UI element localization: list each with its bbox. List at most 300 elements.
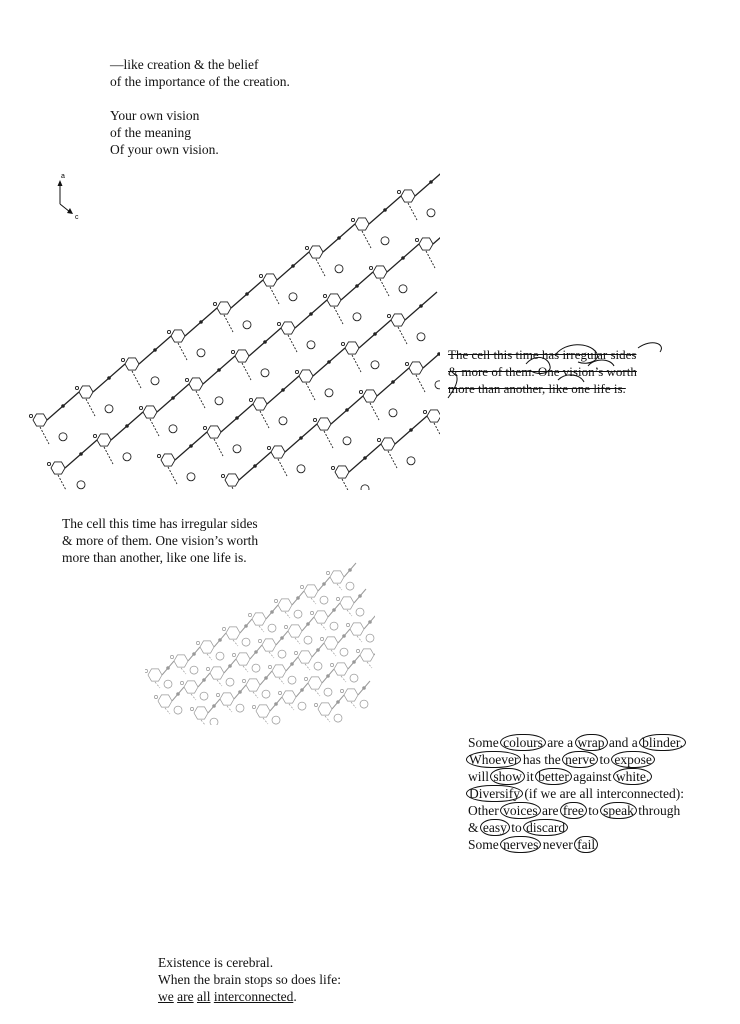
lattice-circle [427,209,435,217]
lattice-circle [215,397,223,405]
lattice-circle [345,408,349,412]
lattice-line [342,479,351,490]
lattice-circle [75,386,78,389]
lattice-circle [320,637,323,640]
lattice-circle [157,454,160,457]
lattice-polygon [252,613,266,625]
lattice-line [433,216,440,244]
struck-through-text [448,346,637,397]
lattice-circle [236,704,244,712]
lattice-circle [197,349,205,357]
lattice-circle [221,474,224,477]
lattice-polygon [344,689,358,701]
lattice-polygon [262,639,276,651]
lattice-circle [268,665,271,668]
lattice-circle [326,571,329,574]
lattice-circle [314,703,317,706]
lattice-circle [405,362,408,365]
lattice-circle [320,596,328,604]
lattice-circle [252,664,260,672]
lattice-circle [407,457,415,465]
lattice-circle [356,608,364,616]
lattice-circle [387,314,390,317]
lattice-circle [249,398,252,401]
lattice-circle [383,208,387,212]
lattice-circle [360,700,368,708]
lattice-line [279,678,284,684]
lattice-circle [153,348,157,352]
lattice-line [305,664,310,670]
lattice-line [168,467,177,484]
lattice-line [150,419,159,436]
lattice-circle [363,456,367,460]
lattice-circle [332,608,336,612]
poem-line-4: Diversify (if we are all interconnected): [468,785,684,802]
lattice-line [311,598,316,604]
lattice-circle [325,389,333,397]
lattice-line [334,307,343,324]
poem-line-2: Whoever has the nerve to expose [468,751,684,768]
lattice-circle [306,622,310,626]
lattice-circle [218,638,222,642]
lattice-line [155,682,160,688]
lattice-circle [316,648,320,652]
lattice-polygon [246,679,260,691]
lattice-polygon [327,294,341,306]
lattice-polygon [171,330,185,342]
lattice-circle [366,634,374,642]
lattice-circle [235,416,239,420]
lattice-circle [330,663,333,666]
lattice-circle [291,264,295,268]
lattice-polygon [189,378,203,390]
lattice-line [295,638,300,644]
lattice-circle [190,707,193,710]
plain-line-1: The cell this time has irregular sides [62,516,258,531]
lattice-circle [284,625,287,628]
lattice-polygon [225,474,239,486]
lattice-circle [322,582,326,586]
lattice-circle [154,695,157,698]
lattice-circle [310,611,313,614]
lattice-circle [350,674,358,682]
lattice-polygon [281,322,295,334]
lattice-line [352,355,361,372]
lattice-line [289,704,294,710]
lattice-line [337,584,342,590]
lattice-line [253,692,258,698]
lattice-polygon [253,398,267,410]
lattice-line [278,459,287,476]
lattice-polygon [308,677,322,689]
lattice-circle [343,437,351,445]
lattice-polygon [125,358,139,370]
vision-line-2: of the meaning [110,125,191,140]
lattice-line [233,640,238,646]
lattice-circle [341,342,344,345]
lattice-circle [295,370,298,373]
lattice-line [426,251,435,268]
lattice-line [224,315,233,332]
lattice-line [40,427,49,444]
lattice-line [367,662,372,668]
lattice-polygon [184,681,198,693]
lattice-polygon [288,625,302,637]
lattice-polygon [350,623,364,635]
lattice-circle [371,361,379,369]
struck-line-3: more than another, like one life is. [448,381,626,396]
lattice-circle [151,377,159,385]
lattice-circle [389,409,397,417]
lattice-circle [164,680,172,688]
plain-line-2: & more of them. One vision’s worth [62,533,259,548]
lattice-circle [340,689,343,692]
lattice-line [227,706,232,712]
lattice-circle [77,481,85,489]
poem-line-3: will show it better against white. [468,768,684,785]
lattice-polygon [340,597,354,609]
lattice-polygon [236,653,250,665]
lattice-line [288,335,297,352]
lattice-line [196,391,205,408]
lattice-polygon [282,691,296,703]
lattice-circle [353,313,361,321]
lattice-circle [123,453,131,461]
final-line-3: we are all interconnected. [158,989,297,1004]
lattice-circle [105,405,113,413]
lattice-circle [373,332,377,336]
lattice-polygon [97,434,111,446]
lattice-circle [368,620,372,624]
lattice-polygon [381,438,395,450]
lattice-circle [278,691,281,694]
lattice-circle [187,473,195,481]
lattice-circle [296,596,300,600]
lattice-line [321,624,326,630]
lattice-circle [228,664,232,668]
lattice-polygon [314,611,328,623]
lattice-polygon [79,386,93,398]
lattice-polygon [200,641,214,653]
lattice-line [415,170,440,196]
lattice-circle [309,312,313,316]
lattice-polygon [33,414,47,426]
lattice-polygon [174,655,188,667]
axis-a-label: a [61,173,65,180]
lattice-circle [326,674,330,678]
lattice-line [259,626,264,632]
lattice-circle [391,380,395,384]
lattice-circle [397,190,400,193]
lattice-polygon [373,266,387,278]
intro-line-1: —like creation & the belief [110,57,259,72]
lattice-circle [206,667,209,670]
lattice-circle [192,652,196,656]
lattice-circle [327,360,331,364]
final-line-1: Existence is cerebral. [158,955,274,970]
lattice-circle [336,597,339,600]
lattice-circle [248,613,251,616]
intro-text [110,56,290,158]
lattice-line [370,403,379,420]
lattice-circle [180,681,183,684]
lattice-polygon [235,350,249,362]
lattice-circle [313,418,316,421]
lattice-circle [61,404,65,408]
lattice-circle [355,284,359,288]
lattice-circle [274,599,277,602]
lattice-circle [300,585,303,588]
lattice-circle [261,369,269,377]
lattice-polygon [299,370,313,382]
lattice-circle [199,320,203,324]
lattice-circle [348,568,352,572]
lattice-line [243,666,248,672]
lattice-line [263,718,268,724]
lattice-circle [242,679,245,682]
lattice-circle [216,652,224,660]
lattice-circle [409,428,413,432]
lattice-circle [202,678,206,682]
lattice-polygon [210,667,224,679]
lattice-line [217,680,222,686]
lattice-circle [272,716,280,724]
poem-line-6: & easy to discard [468,819,684,836]
lattice-circle [262,690,270,698]
lattice-line [374,641,375,655]
lattice-circle [29,414,32,417]
lattice-circle [212,704,216,708]
lattice-circle [93,434,96,437]
lattice-circle [361,485,369,490]
poem-line-5: Other voices are free to speak through [468,803,681,818]
lattice-line [408,203,417,220]
lattice-circle [217,368,221,372]
lattice-circle [254,650,258,654]
lattice-polygon [226,627,240,639]
lattice-line [165,708,170,714]
lattice-circle [331,466,334,469]
lattice-polygon [217,302,231,314]
lattice-circle [304,636,312,644]
lattice-polygon [161,454,175,466]
lattice-circle [233,445,241,453]
poem-line-7: Some nerves never fail [468,836,684,853]
intro-line-2: of the importance of the creation. [110,74,290,89]
lattice-line [214,439,223,456]
lattice-circle [377,438,380,441]
lattice-circle [267,446,270,449]
lattice-polygon [271,446,285,458]
lattice-circle [280,636,284,640]
lattice-circle [203,426,206,429]
lattice-circle [222,627,225,630]
lattice-circle [245,292,249,296]
lattice-circle [335,265,343,273]
lattice-circle [307,341,315,349]
lattice-circle [346,623,349,626]
lattice-circle [300,688,304,692]
lattice-polygon [51,462,65,474]
lattice-circle [340,648,348,656]
lattice-line [178,343,187,360]
lattice-polygon [158,695,172,707]
vision-line-3: Of your own vision. [110,142,219,157]
lattice-circle [399,285,407,293]
lattice-polygon [334,663,348,675]
lattice-circle [278,650,286,658]
lattice-circle [47,462,50,465]
final-stanza [158,954,341,1005]
lattice-circle [259,274,262,277]
lattice-circle [346,582,354,590]
lattice-circle [294,651,297,654]
lattice-circle [226,678,234,686]
lattice-circle [351,218,354,221]
lattice-line [316,259,325,276]
lattice-line [351,702,356,708]
lattice-circle [59,433,67,441]
lattice-line [232,487,241,490]
lattice-polygon [318,703,332,715]
lattice-circle [170,655,173,658]
lattice-circle [323,294,326,297]
lattice-circle [79,452,83,456]
lattice-circle [362,686,366,690]
lattice-circle [281,388,285,392]
lattice-circle [288,676,296,684]
lattice-line [260,411,269,428]
lattice-polygon [419,238,433,250]
lattice-circle [330,622,338,630]
lattice-circle [258,639,261,642]
lattice-circle [268,624,276,632]
lattice-circle [294,610,302,618]
lattice-circle [290,662,294,666]
lattice-circle [415,238,418,241]
poem-line-1: Some colours are a wrap and a blinder. [468,734,684,751]
lattice-circle [401,256,405,260]
lattice-polygon [278,599,292,611]
lattice-circle [190,666,198,674]
lattice-line [388,451,397,468]
lattice-circle [145,669,148,672]
lattice-circle [232,653,235,656]
lattice-circle [253,464,257,468]
lattice-polygon [194,707,208,719]
lattice-circle [231,350,234,353]
lattice-circle [359,390,362,393]
lattice-line [347,610,352,616]
lattice-circle [121,358,124,361]
final-line-2: When the brain stops so does life: [158,972,341,987]
lattice-circle [216,693,219,696]
vision-line-1: Your own vision [110,108,200,123]
lattice-line [398,327,407,344]
lattice-polygon [263,274,277,286]
lattice-circle [356,649,359,652]
lattice-line [269,652,274,658]
lattice-line [380,279,389,296]
lattice-circle [289,293,297,301]
lattice-circle [196,641,199,644]
lattice-circle [299,436,303,440]
lattice-polygon [207,426,221,438]
lattice-line [324,431,333,448]
lattice-circle [381,237,389,245]
scribble-marks [438,336,678,411]
struck-line-2: & more of them. One vision’s worth [448,364,637,379]
lattice-line [416,375,425,392]
lattice-polygon [220,693,234,705]
lattice-polygon [256,705,270,717]
lattice-circle [252,705,255,708]
lattice-circle [243,321,251,329]
lattice-circle [169,425,177,433]
lattice-circle [263,340,267,344]
lattice-circle [358,594,362,598]
lattice-polygon [427,410,440,422]
lattice-line [357,636,362,642]
lattice-circle [324,688,332,696]
lattice-polygon [363,390,377,402]
lattice-polygon [304,585,318,597]
small-crystal-structure-figure [145,555,375,725]
lattice-line [58,475,67,490]
lattice-line [104,447,113,464]
lattice-polygon [409,362,423,374]
lattice-line [132,371,141,388]
lattice-circle [429,180,433,184]
lattice-circle [314,662,322,670]
lattice-polygon [355,218,369,230]
lattice-circle [334,714,342,722]
lattice-polygon [317,418,331,430]
lattice-line [242,363,251,380]
lattice-polygon [272,665,286,677]
axis-c-label: c [75,214,79,221]
lattice-circle [185,378,188,381]
lattice-circle [369,266,372,269]
lattice-polygon [309,246,323,258]
circled-poem [468,734,684,853]
lattice-line [86,399,95,416]
lattice-line [201,720,206,725]
crystal-structure-figure [20,170,440,490]
lattice-circle [352,660,356,664]
lattice-circle [304,677,307,680]
lattice-polygon [401,190,415,202]
lattice-circle [342,634,346,638]
lattice-circle [238,690,242,694]
lattice-circle [213,302,216,305]
lattice-circle [417,333,425,341]
lattice-circle [200,692,208,700]
lattice-circle [176,692,180,696]
lattice-polygon [324,637,338,649]
lattice-circle [423,410,426,413]
lattice-circle [139,406,142,409]
struck-line-1: The cell this time has irregular sides [448,347,637,362]
plain-line-3: more than another, like one life is. [62,550,247,565]
lattice-circle [166,666,170,670]
lattice-circle [107,376,111,380]
lattice-line [181,668,186,674]
lattice-circle [336,700,340,704]
lattice-polygon [330,571,344,583]
lattice-circle [305,246,308,249]
lattice-circle [337,236,341,240]
